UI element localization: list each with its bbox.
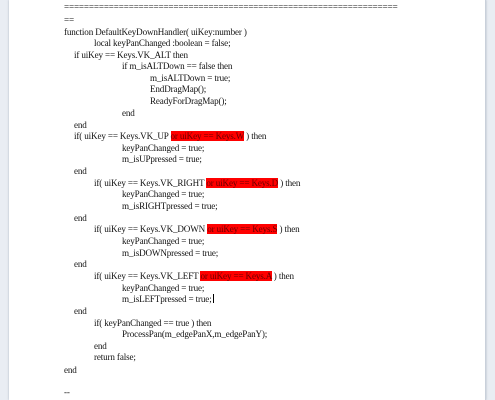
code-text: m_isRIGHTpressed = true; — [122, 201, 218, 211]
code-line — [74, 306, 87, 316]
code-line — [74, 213, 87, 223]
code-text: end — [74, 259, 87, 269]
code-text: keyPanChanged = true; — [122, 143, 205, 153]
code-text: if( uiKey == Keys.VK_DOWN — [94, 224, 208, 234]
code-line — [122, 329, 267, 339]
code-text: end — [74, 213, 87, 223]
code-line — [64, 387, 70, 397]
code-line — [122, 154, 202, 164]
code-line — [94, 341, 107, 351]
code-text: keyPanChanged = true; — [122, 283, 205, 293]
code-text-tail: ) then — [244, 131, 267, 141]
code-text-tail: ) then — [271, 271, 294, 281]
code-text: end — [74, 306, 87, 316]
text-cursor — [213, 294, 214, 303]
highlighted-text: or uiKey == Keys.A — [200, 271, 272, 281]
code-line — [150, 73, 230, 83]
code-text: -- — [64, 387, 70, 397]
code-text: end — [94, 341, 107, 351]
highlighted-text: or uiKey == Keys.W — [170, 131, 245, 141]
code-text: m_isLEFTpressed = true; — [122, 294, 212, 304]
highlighted-text: or uiKey == Keys.D — [206, 178, 279, 188]
code-text: ProcessPan(m_edgePanX,m_edgePanY); — [122, 329, 268, 339]
code-line — [122, 248, 218, 258]
code-text-tail: ) then — [277, 224, 300, 234]
code-line — [122, 143, 204, 153]
code-line — [94, 178, 300, 188]
code-line — [94, 224, 300, 234]
code-text: local keyPanChanged :boolean = false; — [94, 38, 231, 48]
code-line — [94, 318, 211, 328]
code-line — [122, 283, 204, 293]
code-line — [64, 2, 398, 12]
code-line — [122, 236, 204, 246]
code-line — [94, 38, 230, 48]
code-line — [122, 189, 204, 199]
code-text: end — [74, 166, 87, 176]
code-text-tail: ) then — [278, 178, 301, 188]
code-line — [122, 201, 217, 211]
code-text: if( uiKey == Keys.VK_RIGHT — [94, 178, 207, 188]
document-page[interactable] — [9, 0, 486, 400]
code-line — [94, 352, 136, 362]
code-line — [74, 259, 87, 269]
code-line — [74, 166, 87, 176]
code-text: keyPanChanged = true; — [122, 189, 205, 199]
code-line — [64, 365, 77, 375]
code-line — [74, 120, 87, 130]
code-line — [94, 271, 294, 281]
code-line — [74, 131, 266, 141]
code-text: end — [122, 108, 135, 118]
code-text: return false; — [94, 352, 136, 362]
page-edge — [485, 0, 486, 400]
code-text: function DefaultKeyDownHandler( uiKey:number ) — [64, 27, 247, 37]
code-text: end — [64, 365, 77, 375]
code-line — [64, 15, 74, 25]
code-text: keyPanChanged = true; — [122, 236, 205, 246]
code-line — [64, 27, 247, 37]
code-text: == — [64, 15, 74, 25]
code-text: m_isALTDown = true; — [150, 73, 231, 83]
code-text: if m_isALTDown == false then — [122, 61, 233, 71]
code-line — [122, 294, 214, 304]
code-text: m_isUPpressed = true; — [122, 154, 202, 164]
code-text: EndDragMap(); — [150, 84, 207, 94]
code-line — [150, 96, 227, 106]
code-line — [74, 50, 188, 60]
code-line — [122, 108, 135, 118]
highlighted-text: or uiKey == Keys.S — [207, 224, 278, 234]
code-line — [150, 84, 206, 94]
code-text: ReadyForDragMap(); — [150, 96, 227, 106]
code-text: if( uiKey == Keys.VK_LEFT — [94, 271, 201, 281]
code-text: if( uiKey == Keys.VK_UP — [74, 131, 171, 141]
code-text: m_isDOWNpressed = true; — [122, 248, 219, 258]
code-text: if uiKey == Keys.VK_ALT then — [74, 50, 188, 60]
code-text: end — [74, 120, 87, 130]
code-text: =================================================================== — [64, 2, 398, 12]
code-line — [122, 61, 232, 71]
code-text: if( keyPanChanged == true ) then — [94, 318, 212, 328]
